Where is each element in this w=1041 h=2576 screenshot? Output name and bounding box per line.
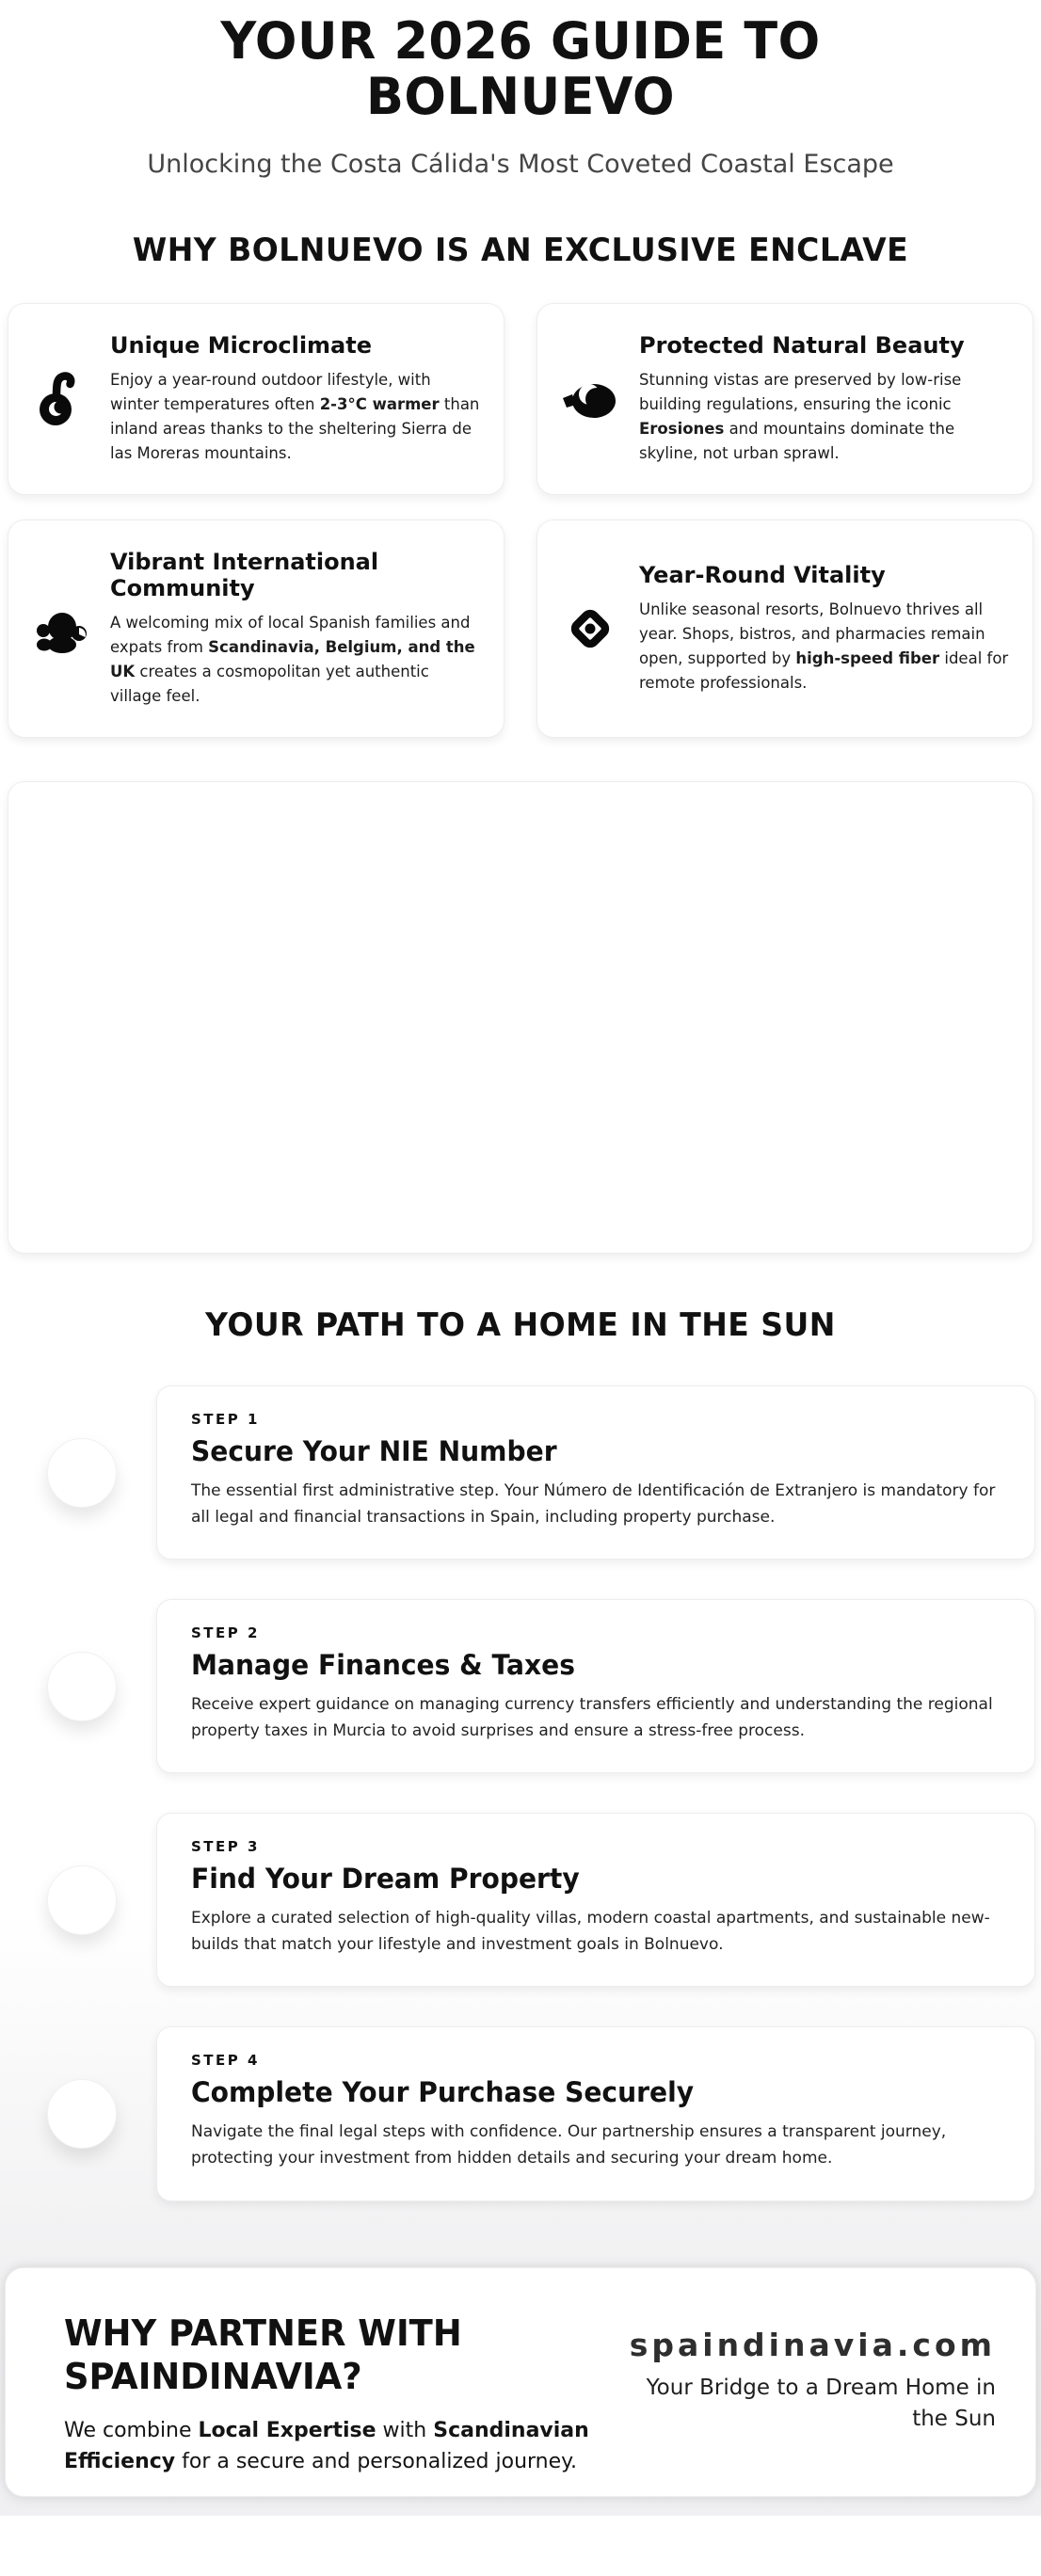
step-row-4 [47, 2026, 1035, 2200]
step-title: Manage Finances & Taxes [191, 1649, 576, 1682]
feature-card-body [110, 549, 481, 709]
feature-card-body [110, 332, 481, 466]
step-row-1 [47, 1385, 1035, 1560]
feature-card-community [8, 520, 504, 738]
page-subtitle: Unlocking the Costa Cálida's Most Coveted Coastal Escape [147, 149, 894, 179]
step-row-3 [47, 1813, 1035, 1987]
timeline-node [47, 1438, 117, 1508]
partner-left-column [64, 2312, 592, 2478]
step-card-property [156, 1813, 1035, 1987]
step-text: The essential first administrative step. Your Número de Identificación de Extranjero is mandatory for all legal and financial transactions in Spain, including property purchase. [191, 1481, 996, 1527]
features-section-heading: WHY BOLNUEVO IS AN EXCLUSIVE ENCLAVE [132, 231, 909, 269]
feature-title: Protected Natural Beauty [639, 331, 965, 359]
step-card-finances [156, 1599, 1035, 1773]
feature-title: Vibrant International Community [110, 549, 379, 602]
step-label: STEP 4 [191, 2052, 260, 2070]
step-text: Navigate the final legal steps with confidence. Our partnership ensures a transparent journey, protecting your investment from hidden details and securing your dream home. [191, 2122, 947, 2168]
partner-footer [5, 2267, 1036, 2498]
page-header [0, 13, 1041, 179]
feature-title: Unique Microclimate [110, 331, 372, 359]
feature-text: Enjoy a year-round outdoor lifestyle, with winter temperatures often 2-3°C warmer than inland areas thanks to the sheltering Sierra de las Moreras mountains. [110, 370, 480, 462]
brand-tagline: Your Bridge to a Dream Home in the Sun [646, 2375, 996, 2431]
partner-heading: WHY PARTNER WITH SPAINDINAVIA? [64, 2312, 462, 2397]
feature-card-vitality [537, 520, 1033, 738]
brand-domain-link[interactable]: spaindinavia.com [629, 2326, 996, 2363]
partner-body: We combine Local Expertise with Scandinavian Efficiency for a secure and personalized journey. [64, 2419, 589, 2474]
hero-image-placeholder [8, 781, 1033, 1254]
step-row-2 [47, 1599, 1035, 1773]
page-title: YOUR 2026 GUIDE TO BOLNUEVO [220, 11, 821, 127]
thermometer-icon [31, 369, 91, 429]
landscape-icon [560, 369, 620, 429]
step-card-nie [156, 1385, 1035, 1560]
step-text: Explore a curated selection of high-quality villas, modern coastal apartments, and sustainable new-builds that match your lifestyle and investment goals in Bolnuevo. [191, 1909, 990, 1954]
feature-card-microclimate [8, 303, 504, 495]
path-section-heading: YOUR PATH TO A HOME IN THE SUN [205, 1306, 836, 1345]
feature-text: A welcoming mix of local Spanish families and expats from Scandinavia, Belgium, and the UK creates a cosmopolitan yet authentic village feel. [110, 614, 475, 706]
features-grid [8, 303, 1033, 739]
feature-card-body [639, 332, 1010, 466]
step-label: STEP 3 [191, 1838, 260, 1856]
timeline-node [47, 1652, 117, 1721]
timeline-node [47, 2079, 117, 2149]
steps-timeline [0, 1385, 1041, 2200]
step-card-purchase [156, 2026, 1035, 2200]
community-icon [31, 599, 91, 659]
feature-text: Unlike seasonal resorts, Bolnuevo thrives all year. Shops, bistros, and pharmacies remain open, supported by high-speed fiber ideal for remote professionals. [639, 600, 1009, 693]
step-label: STEP 1 [191, 1411, 260, 1429]
step-text: Receive expert guidance on managing currency transfers efficiently and understanding the regional property taxes in Murcia to avoid surprises and ensure a stress-free process. [191, 1695, 993, 1740]
step-title: Complete Your Purchase Securely [191, 2076, 695, 2109]
step-label: STEP 2 [191, 1624, 260, 1642]
feature-title: Year-Round Vitality [639, 562, 886, 589]
partner-right-column [630, 2312, 996, 2478]
diamond-icon [560, 599, 620, 659]
feature-text: Stunning vistas are preserved by low-rise building regulations, ensuring the iconic Erosiones and mountains dominate the skyline, not urban sprawl. [639, 370, 962, 462]
step-title: Secure Your NIE Number [191, 1435, 557, 1468]
feature-card-body [639, 562, 1010, 696]
step-title: Find Your Dream Property [191, 1863, 580, 1896]
timeline-node [47, 1865, 117, 1935]
feature-card-natural-beauty [537, 303, 1033, 495]
